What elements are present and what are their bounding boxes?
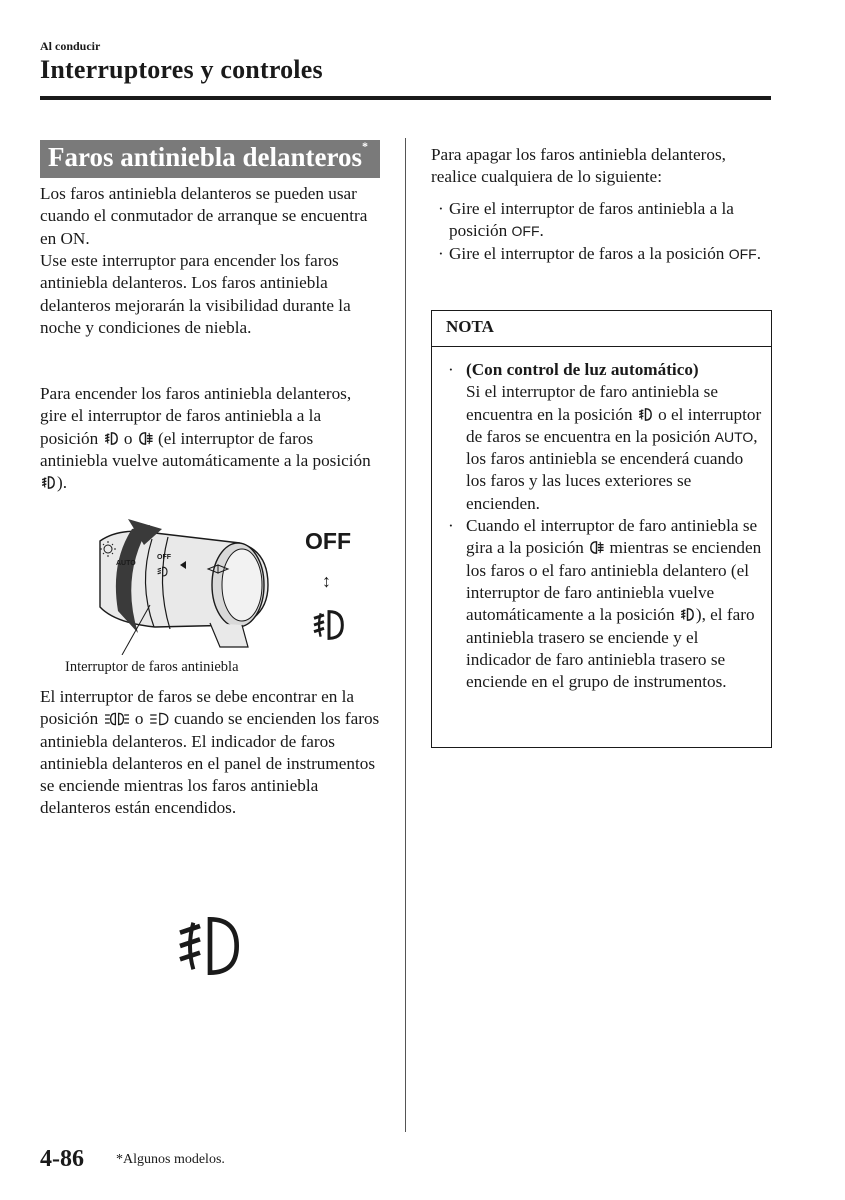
list-item <box>446 359 766 515</box>
list-item <box>433 243 778 265</box>
bullet1-end: . <box>539 221 544 241</box>
rear-fog-icon <box>588 539 605 556</box>
heading-asterisk: * <box>362 139 369 153</box>
note-item1-text-c: , los faros antiniebla se encenderá cuando los faros y las luces exteriores se encienden. <box>466 426 758 513</box>
stalk-auto-label: AUTO <box>116 560 136 567</box>
page-number: 4-86 <box>40 1146 84 1172</box>
note-item2-text-b: mientras se encienden los faros o el faro antiniebla delantero (el interruptor de faro antiniebla vuelve automáticamente a la posición <box>466 538 762 625</box>
note-item1-heading: (Con control de luz automático) <box>466 360 699 379</box>
turn-off-intro: Para apagar los faros antiniebla delanteros, realice cualquiera de lo siguiente: <box>431 145 726 187</box>
turn-on-paragraph <box>40 383 380 494</box>
header-rule <box>40 96 771 100</box>
bullet2-off: OFF <box>728 245 757 262</box>
intro-paragraph: Los faros antiniebla delanteros se pueden usar cuando el conmutador de arranque se encuentra en ON. <box>40 184 368 248</box>
note-item1-text-b: o el interruptor de faros se encuentra en la posición <box>466 404 762 446</box>
position-arrow: ↕ <box>322 571 331 591</box>
footnote: *Algunos modelos. <box>116 1152 225 1167</box>
front-fog-icon <box>679 606 696 623</box>
bullet2-text: Gire el interruptor de faros a la posición <box>449 243 729 263</box>
list-item <box>433 198 778 243</box>
requirement-text-a: El interruptor de faros se debe encontrar en la posición <box>40 687 355 729</box>
bullet-dot: · <box>438 243 444 263</box>
turn-off-list <box>433 198 778 265</box>
note-item1-auto: AUTO <box>714 428 754 445</box>
front-fog-icon <box>40 474 57 491</box>
list-item <box>446 515 766 693</box>
bullet1-off: OFF <box>511 223 540 240</box>
bullet-dot: · <box>438 199 444 218</box>
note-list <box>446 359 766 693</box>
bullet-dot: · <box>448 360 454 379</box>
bullet-dot: · <box>448 516 454 536</box>
heading-title <box>48 139 369 173</box>
front-fog-indicator-icon <box>170 906 250 986</box>
turn-on-text-c: (el interruptor de faros antiniebla vuelve automáticamente a la posición <box>40 428 371 470</box>
front-fog-icon <box>103 430 120 447</box>
bullet1-text: Gire el interruptor de faros antiniebla a la posición <box>449 199 734 241</box>
heading-title-text: Faros antiniebla delanteros <box>48 142 363 172</box>
front-fog-icon <box>309 605 349 645</box>
figure-caption: Interruptor de faros antiniebla <box>65 659 239 675</box>
column-divider <box>405 138 406 1132</box>
requirement-paragraph <box>40 686 380 820</box>
turn-on-text-b: o <box>119 428 137 448</box>
section-small-title: Al conducir <box>40 39 101 53</box>
turn-on-text-a: Para encender los faros antiniebla delanteros, gire el interruptor de faros antiniebla a la posición <box>40 384 352 448</box>
stalk-off-label: OFF <box>157 554 171 561</box>
rear-fog-icon <box>137 430 154 447</box>
requirement-text-b: o <box>130 709 148 729</box>
off-label: OFF <box>305 528 351 554</box>
turn-on-text-d: ). <box>57 473 68 493</box>
note-item2-text-c: ), el faro antiniebla trasero se enciende y el indicador de faro antiniebla trasero se enciende en el grupo de instrumentos. <box>466 605 755 692</box>
parking-lights-icon <box>103 711 131 727</box>
note-item1-text-a: Si el interruptor de faro antiniebla se encuentra en la posición <box>466 382 718 424</box>
section-title: Interruptores y controles <box>40 55 323 84</box>
usage-paragraph: Use este interruptor para encender los faros antiniebla delanteros. Los faros antiniebla delanteros mejorarán la visibilidad durante la noche y condiciones de niebla. <box>40 251 351 337</box>
front-fog-icon <box>637 406 654 423</box>
note-title: NOTA <box>446 317 494 336</box>
requirement-text-c: cuando se encienden los faros antiniebla delanteros. El indicador de faros antiniebla delanteros en el panel de instrumentos se enciende mientras los faros antiniebla delanteros están encendidos. <box>40 709 380 818</box>
headlight-icon <box>148 711 170 727</box>
bullet2-end: . <box>756 243 761 263</box>
note-item2-text-a: Cuando el interruptor de faro antiniebla se gira a la posición <box>466 516 758 558</box>
